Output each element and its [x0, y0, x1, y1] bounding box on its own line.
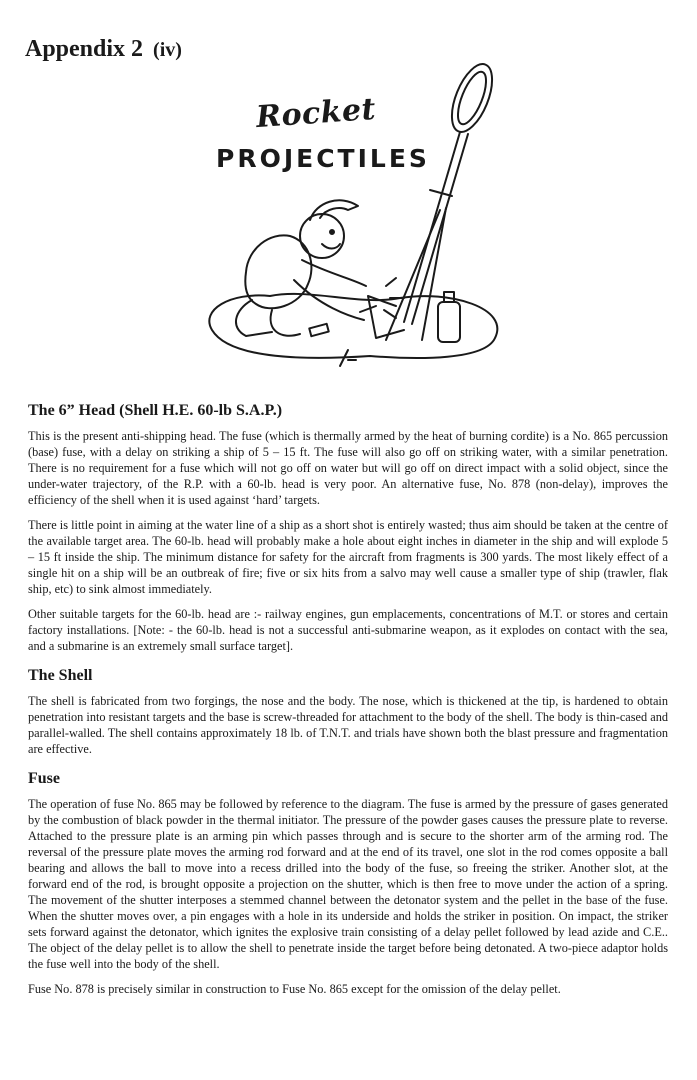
appendix-title: [25, 36, 182, 63]
paragraph: Fuse No. 878 is precisely similar in construction to Fuse No. 865 except for the omission of the delay pellet.: [28, 982, 561, 996]
paragraph: The shell is fabricated from two forgings, the nose and the body. The nose, which is thickened at the tip, is hardened to obtain penetration into resistant targets and the base is screw-threaded for attachment to the body of the shell. The body is thin-cased and parallel-walled. The shell contains approximately 18 lb. of T.N.T. and trials have shown both the blast pressure and fragmentation are effective.: [28, 694, 668, 756]
paragraph: The operation of fuse No. 865 may be followed by reference to the diagram. The fuse is armed by the pressure of gases generated by the combustion of black powder in the thermal initiator. The pressure of the powder gases causes the pressure plate to reverse. Attached to the pressure plate is an arming pin which passes through and is secure to the shorter arm of the arming rod. The reversal of the pressure plate moves the arming rod forward and at the end of its travel, one slot in the rod comes opposite a ball bearing and allows the ball to move into a recess drilled into the body of the fuse, so freeing the striker. Another slot, at the forward end of the rod, is brought opposite a projection on the shutter, which is then free to move under the action of a spring. The movement of the shutter interposes a stemmed channel between the detonator system and the pellet in the base of the fuse. When the shutter moves over, a pin engages with a hole in its underside and holds the striker in position. On impact, the striker sets forward against the detonator, which ignites the explosive train consisting of a delay pellet followed by lead azide and C.E.. The object of the delay pellet is to allow the shell to penetrate inside the target before being detonated. A two-piece adaptor holds the fuse well into the body of the shell.: [28, 797, 668, 971]
paragraph: Other suitable targets for the 60-lb. head are :- railway engines, gun emplacements, concentrations of M.T. or stores and certain factory installations. [Note: - the 60-lb. head is not a successful anti-submarine weapon, as it explodes on contact with the sea, and a submarine is an extremely small surface target].: [28, 607, 668, 653]
appendix-subtitle: (iv): [153, 39, 182, 61]
poster-heading-script: Rocket: [254, 91, 378, 136]
document-body: [28, 402, 668, 1010]
section-6-inch-head: [28, 402, 668, 654]
rocket-projectiles-illustration: [190, 60, 520, 382]
appendix-title-text: Appendix 2: [25, 36, 144, 62]
section-heading: Fuse: [28, 770, 60, 787]
poster-heading-caps: PROJECTILES: [216, 144, 430, 173]
section-fuse: [28, 770, 668, 997]
paragraph: There is little point in aiming at the water line of a ship as a short shot is entirely wasted; thus aim should be taken at the centre of the available target area. The 60-lb. head will probably make a hole about eight inches in diameter in the ship and will explode 5 – 15 ft inside the ship. The minimum distance for safety for the aircraft from fragments is 300 yards. The most likely effect of a single hit on a ship will be an outbreak of fire; five or six hits from a salvo may well cause a smaller type of ship (trawler, flak ship, etc) to sink almost immediately.: [28, 518, 668, 596]
section-heading: The 6” Head (Shell H.E. 60-lb S.A.P.): [28, 402, 283, 419]
section-heading: The Shell: [28, 667, 93, 684]
section-the-shell: [28, 667, 668, 757]
paragraph: This is the present anti-shipping head. The fuse (which is thermally armed by the heat of burning cordite) is a No. 865 percussion (base) fuse, with a delay on striking a ship of 5 – 15 ft. The fuse will also go off on striking water, with a similar penetration. There is no requirement for a fuse which will not go off on water but will go off on direct impact with a solid object, since the under-water trajectory, of the R.P. with a 60-lb. head is very poor. An alternative fuse, No. 878 (non-delay), improves the efficiency of the shell when it is used against ‘hard’ targets.: [28, 429, 668, 507]
